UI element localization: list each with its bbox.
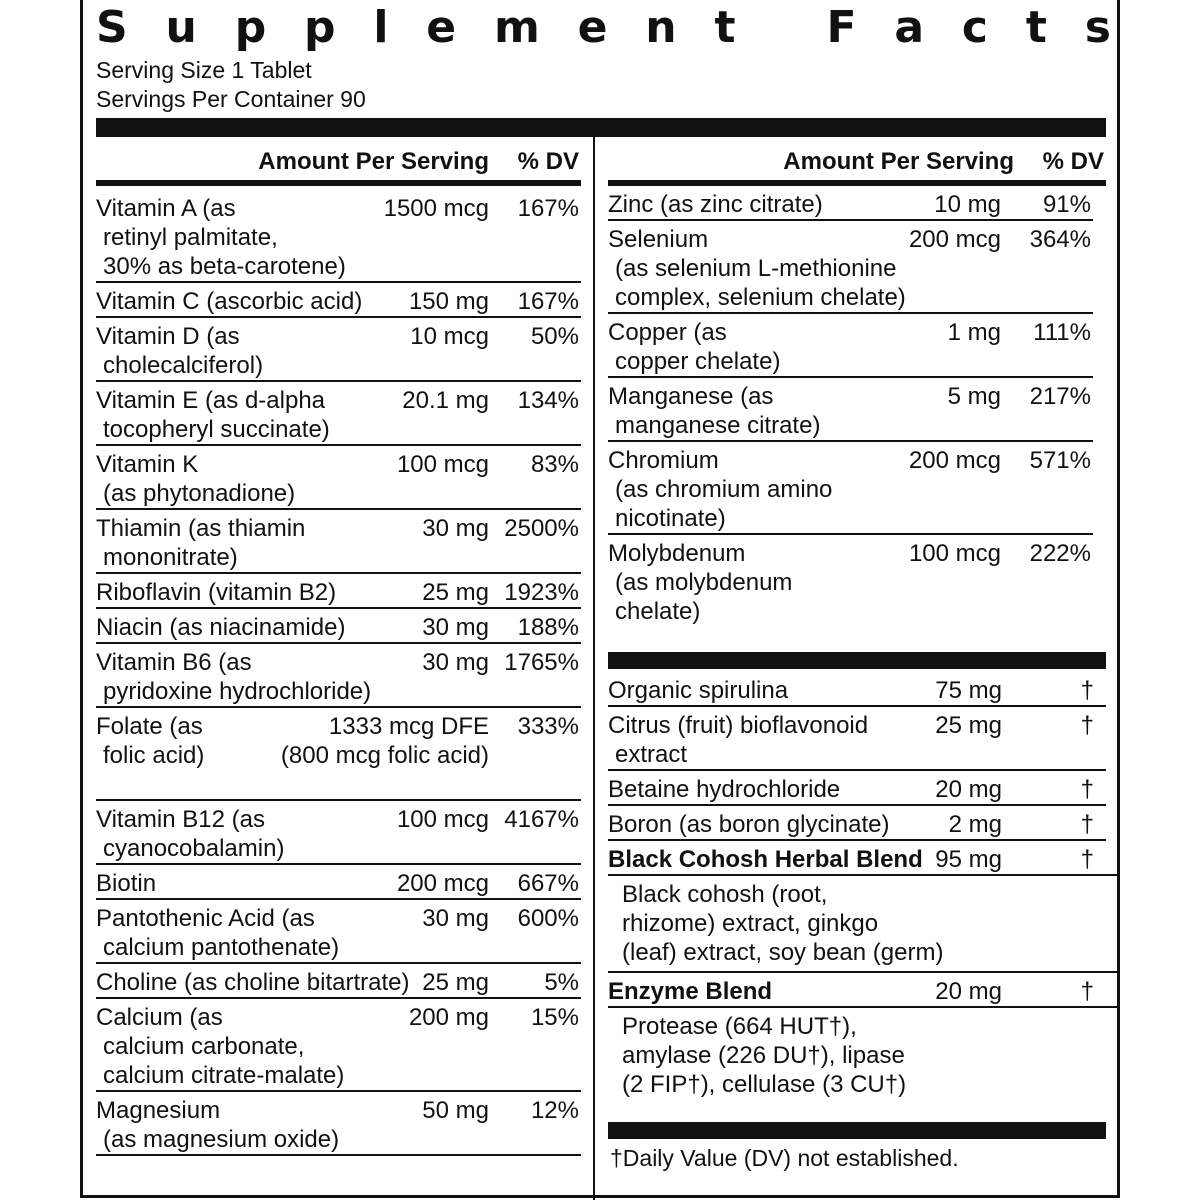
nutrient-row bbox=[608, 841, 1106, 874]
title-letter: S bbox=[96, 2, 128, 53]
nutrient-row bbox=[608, 707, 1106, 771]
nutrient-row bbox=[96, 574, 581, 609]
nutrient-name bbox=[608, 676, 1106, 705]
nutrient-name-line: Vitamin E (as d-alpha bbox=[96, 387, 326, 414]
nutrient-name-line: Vitamin D (as bbox=[96, 323, 240, 350]
nutrient-amount: 95 mg bbox=[935, 846, 1002, 873]
nutrient-row bbox=[96, 1092, 581, 1156]
nutrient-name-line: Chromium bbox=[608, 447, 719, 474]
nutrient-row bbox=[96, 865, 581, 900]
nutrient-name-line: Selenium bbox=[608, 226, 709, 253]
nutrient-amount: 1333 mcg DFE bbox=[328, 713, 489, 740]
title-letter: e bbox=[426, 2, 457, 53]
nutrient-daily-value: 571% bbox=[1029, 447, 1091, 474]
nutrient-name-line: chelate) bbox=[615, 598, 701, 625]
nutrient-amount: 25 mg bbox=[935, 712, 1002, 739]
blend-ingredient-line: rhizome) extract, ginkgo bbox=[622, 910, 879, 937]
nutrient-name bbox=[96, 386, 581, 444]
title-letter bbox=[773, 2, 788, 54]
nutrient-amount: 30 mg bbox=[422, 614, 489, 641]
amount-header: Amount Per Serving bbox=[783, 148, 1014, 175]
nutrient-amount: 150 mg bbox=[408, 288, 489, 315]
nutrient-name bbox=[608, 845, 1106, 874]
nutrient-name-line: Manganese (as bbox=[608, 383, 774, 410]
title-letter: n bbox=[645, 2, 677, 53]
nutrient-amount: 30 mg bbox=[422, 905, 489, 932]
blend-ingredient-line: Black cohosh (root, bbox=[622, 881, 828, 908]
nutrient-amount: 2 mg bbox=[948, 811, 1002, 838]
nutrient-row bbox=[608, 186, 1093, 221]
nutrient-daily-value: 364% bbox=[1029, 226, 1091, 253]
nutrient-daily-value: 600% bbox=[517, 905, 579, 932]
nutrient-name bbox=[608, 775, 1106, 804]
nutrient-name-line: tocopheryl succinate) bbox=[103, 416, 330, 443]
title-letter: t bbox=[1025, 2, 1047, 53]
blend-ingredient-line: Protease (664 HUT†), bbox=[622, 1013, 857, 1040]
nutrient-amount: 50 mg bbox=[422, 1097, 489, 1124]
nutrient-name-line: Vitamin C (ascorbic acid) bbox=[96, 288, 363, 315]
nutrient-amount: 20 mg bbox=[935, 776, 1002, 803]
nutrient-daily-value: 12% bbox=[530, 1097, 579, 1124]
title-letter: s bbox=[1084, 2, 1111, 53]
nutrient-row bbox=[608, 771, 1106, 806]
nutrient-row bbox=[96, 708, 581, 801]
nutrient-daily-value: 188% bbox=[517, 614, 579, 641]
footnote: †Daily Value (DV) not established. bbox=[610, 1145, 959, 1171]
nutrient-row bbox=[608, 314, 1093, 378]
nutrient-name-line: Niacin (as niacinamide) bbox=[96, 614, 346, 641]
nutrient-amount: 30 mg bbox=[422, 649, 489, 676]
nutrient-row bbox=[96, 644, 581, 708]
nutrient-name-line: calcium carbonate, bbox=[103, 1033, 305, 1060]
nutrient-daily-value: 1923% bbox=[504, 579, 579, 606]
nutrient-name-line: (as selenium L-methionine bbox=[615, 255, 897, 282]
nutrient-name bbox=[96, 450, 581, 508]
nutrient-row bbox=[96, 283, 581, 318]
nutrient-daily-value: † bbox=[1080, 846, 1094, 873]
nutrient-name bbox=[608, 318, 1093, 376]
nutrient-name-line: cyanocobalamin) bbox=[103, 835, 285, 862]
title-letter: l bbox=[373, 2, 389, 53]
title-letter: p bbox=[304, 2, 336, 53]
left-column-header bbox=[96, 140, 581, 186]
nutrient-name-line: Choline (as choline bitartrate) bbox=[96, 969, 410, 996]
nutrient-name-line: folic acid) bbox=[103, 742, 205, 769]
nutrient-amount: 20 mg bbox=[935, 978, 1002, 1005]
blend-ingredient-line: (2 FIP†), cellulase (3 CU†) bbox=[622, 1071, 907, 1098]
servings-per-container: Servings Per Container 90 bbox=[96, 86, 366, 112]
nutrient-name bbox=[608, 190, 1093, 219]
nutrient-name bbox=[608, 711, 1106, 769]
nutrient-amount: 200 mcg bbox=[908, 226, 1001, 253]
nutrient-daily-value: 91% bbox=[1042, 191, 1091, 218]
nutrient-name bbox=[96, 322, 581, 380]
nutrient-row bbox=[96, 801, 581, 865]
nutrient-daily-value: † bbox=[1080, 677, 1094, 704]
title-letter: F bbox=[826, 2, 857, 53]
nutrient-name-line: retinyl palmitate, bbox=[103, 224, 278, 251]
nutrient-name bbox=[96, 968, 581, 997]
nutrient-name-line: Pantothenic Acid (as bbox=[96, 905, 315, 932]
nutrient-amount: 10 mg bbox=[934, 191, 1001, 218]
nutrient-row bbox=[608, 442, 1093, 535]
nutrient-name bbox=[96, 194, 581, 281]
nutrient-name-line: complex, selenium chelate) bbox=[615, 284, 906, 311]
supplement-facts-title bbox=[96, 2, 1111, 54]
nutrient-name-line: Vitamin A (as bbox=[96, 195, 236, 222]
nutrient-daily-value: 111% bbox=[1033, 319, 1091, 346]
nutrient-name bbox=[608, 539, 1093, 626]
amount-header: Amount Per Serving bbox=[258, 148, 489, 175]
nutrient-row bbox=[608, 806, 1106, 841]
other-ingredients-list bbox=[608, 672, 1106, 1103]
nutrient-name bbox=[96, 1096, 581, 1154]
title-letter: t bbox=[714, 2, 736, 53]
nutrient-name bbox=[608, 977, 1106, 1006]
thick-divider-bottom bbox=[608, 1122, 1106, 1139]
serving-size: Serving Size 1 Tablet bbox=[96, 57, 312, 83]
nutrient-name-line: Magnesium bbox=[96, 1097, 221, 1124]
nutrient-amount: 25 mg bbox=[422, 969, 489, 996]
nutrient-amount: 25 mg bbox=[422, 579, 489, 606]
nutrient-amount: 20.1 mg bbox=[402, 387, 489, 414]
nutrient-amount: 1500 mcg bbox=[383, 195, 489, 222]
nutrient-daily-value: † bbox=[1080, 712, 1094, 739]
nutrient-name-line: extract bbox=[615, 741, 688, 768]
nutrient-daily-value: 50% bbox=[530, 323, 579, 350]
nutrient-amount: 100 mcg bbox=[396, 451, 489, 478]
thick-divider-middle bbox=[608, 652, 1106, 669]
nutrient-name-line: 30% as beta-carotene) bbox=[103, 253, 346, 280]
title-letter: p bbox=[234, 2, 267, 53]
nutrient-row bbox=[96, 382, 581, 446]
nutrient-amount: 5 mg bbox=[947, 383, 1001, 410]
dv-header: % DV bbox=[517, 148, 579, 175]
nutrient-name-line: Organic spirulina bbox=[608, 677, 789, 704]
nutrient-name-line: Boron (as boron glycinate) bbox=[608, 811, 890, 838]
nutrient-name bbox=[96, 613, 581, 642]
nutrient-row bbox=[96, 999, 581, 1092]
nutrient-daily-value: 4167% bbox=[504, 806, 579, 833]
title-letter: a bbox=[894, 2, 925, 53]
column-divider bbox=[593, 137, 595, 1200]
nutrient-name-line: mononitrate) bbox=[103, 544, 238, 571]
nutrient-amount: 1 mg bbox=[947, 319, 1001, 346]
title-letter: c bbox=[961, 2, 988, 53]
nutrient-daily-value: † bbox=[1080, 811, 1094, 838]
nutrient-amount-detail: (800 mcg folic acid) bbox=[280, 742, 489, 769]
nutrient-name bbox=[96, 287, 581, 316]
nutrient-amount: 200 mcg bbox=[396, 870, 489, 897]
nutrient-row bbox=[96, 510, 581, 574]
nutrient-name-line: (as molybdenum bbox=[615, 569, 793, 596]
title-letter: e bbox=[577, 2, 608, 53]
nutrient-daily-value: 134% bbox=[517, 387, 579, 414]
nutrient-daily-value: 5% bbox=[544, 969, 579, 996]
right-column-header bbox=[608, 140, 1106, 186]
nutrient-name-line: nicotinate) bbox=[615, 505, 726, 532]
right-nutrient-list bbox=[608, 186, 1093, 626]
nutrient-name bbox=[608, 382, 1093, 440]
blend-ingredient-line: amylase (226 DU†), lipase bbox=[622, 1042, 905, 1069]
nutrient-name-line: Molybdenum bbox=[608, 540, 746, 567]
nutrient-row bbox=[96, 190, 581, 283]
nutrient-amount: 10 mcg bbox=[410, 323, 489, 350]
nutrient-name-line: Calcium (as bbox=[96, 1004, 223, 1031]
nutrient-name-line: Citrus (fruit) bioflavonoid bbox=[608, 712, 869, 739]
nutrient-daily-value: † bbox=[1080, 978, 1094, 1005]
nutrient-row bbox=[608, 535, 1093, 626]
nutrient-name-line: Betaine hydrochloride bbox=[608, 776, 841, 803]
nutrient-name-line: manganese citrate) bbox=[615, 412, 821, 439]
nutrient-name-line: calcium citrate-malate) bbox=[103, 1062, 345, 1089]
nutrient-name bbox=[608, 225, 1093, 312]
blend-ingredients bbox=[608, 1006, 1120, 1103]
blend-ingredient-line: (leaf) extract, soy bean (germ) bbox=[622, 939, 944, 966]
nutrient-name-line: pyridoxine hydrochloride) bbox=[103, 678, 372, 705]
thick-divider-top bbox=[96, 118, 1106, 137]
nutrient-name-line: (as magnesium oxide) bbox=[103, 1126, 340, 1153]
nutrient-name bbox=[96, 1003, 581, 1090]
nutrient-daily-value: 167% bbox=[517, 288, 579, 315]
nutrient-name bbox=[96, 904, 581, 962]
nutrient-daily-value: † bbox=[1080, 776, 1094, 803]
nutrient-daily-value: 1765% bbox=[504, 649, 579, 676]
title-letter: m bbox=[493, 2, 540, 53]
nutrient-name-line: Thiamin (as thiamin bbox=[96, 515, 306, 542]
nutrient-row bbox=[608, 378, 1093, 442]
nutrient-amount: 100 mcg bbox=[396, 806, 489, 833]
nutrient-row bbox=[96, 609, 581, 644]
nutrient-daily-value: 217% bbox=[1029, 383, 1091, 410]
nutrient-daily-value: 83% bbox=[530, 451, 579, 478]
nutrient-daily-value: 667% bbox=[517, 870, 579, 897]
nutrient-name-line: Zinc (as zinc citrate) bbox=[608, 191, 823, 218]
nutrient-amount: 100 mcg bbox=[908, 540, 1001, 567]
nutrient-name-line: cholecalciferol) bbox=[103, 352, 264, 379]
nutrient-daily-value: 167% bbox=[517, 195, 579, 222]
nutrient-name-line: Biotin bbox=[96, 870, 157, 897]
nutrient-name-line: Vitamin B6 (as bbox=[96, 649, 252, 676]
nutrient-row bbox=[608, 973, 1106, 1006]
nutrient-name-line: Enzyme Blend bbox=[608, 978, 773, 1005]
nutrient-name-line: (as chromium amino bbox=[615, 476, 833, 503]
nutrient-name bbox=[608, 446, 1093, 533]
blend-ingredients bbox=[608, 874, 1120, 973]
nutrient-name-line: (as phytonadione) bbox=[103, 480, 296, 507]
nutrient-name-line: Folate (as bbox=[96, 713, 203, 740]
nutrient-daily-value: 333% bbox=[517, 713, 579, 740]
nutrient-name bbox=[608, 810, 1106, 839]
nutrient-row bbox=[608, 672, 1106, 707]
nutrient-row bbox=[96, 964, 581, 999]
nutrient-name-line: calcium pantothenate) bbox=[103, 934, 340, 961]
nutrient-name-line: Riboflavin (vitamin B2) bbox=[96, 579, 337, 606]
dv-header: % DV bbox=[1042, 148, 1104, 175]
nutrient-row bbox=[96, 900, 581, 964]
nutrient-daily-value: 222% bbox=[1029, 540, 1091, 567]
nutrient-amount: 200 mcg bbox=[908, 447, 1001, 474]
nutrient-amount: 30 mg bbox=[422, 515, 489, 542]
nutrient-name-line: Vitamin B12 (as bbox=[96, 806, 265, 833]
nutrient-row bbox=[96, 446, 581, 510]
nutrient-amount: 75 mg bbox=[935, 677, 1002, 704]
nutrient-name-line: Vitamin K bbox=[96, 451, 199, 478]
nutrient-amount: 200 mg bbox=[408, 1004, 489, 1031]
left-nutrient-list bbox=[96, 190, 581, 1156]
nutrient-row bbox=[608, 221, 1093, 314]
title-letter: u bbox=[165, 2, 197, 53]
nutrient-name bbox=[96, 869, 581, 898]
nutrient-daily-value: 2500% bbox=[504, 515, 579, 542]
nutrient-row bbox=[96, 318, 581, 382]
nutrient-daily-value: 15% bbox=[530, 1004, 579, 1031]
nutrient-name-line: Black Cohosh Herbal Blend bbox=[608, 846, 923, 873]
nutrient-name-line: copper chelate) bbox=[615, 348, 781, 375]
nutrient-name-line: Copper (as bbox=[608, 319, 727, 346]
